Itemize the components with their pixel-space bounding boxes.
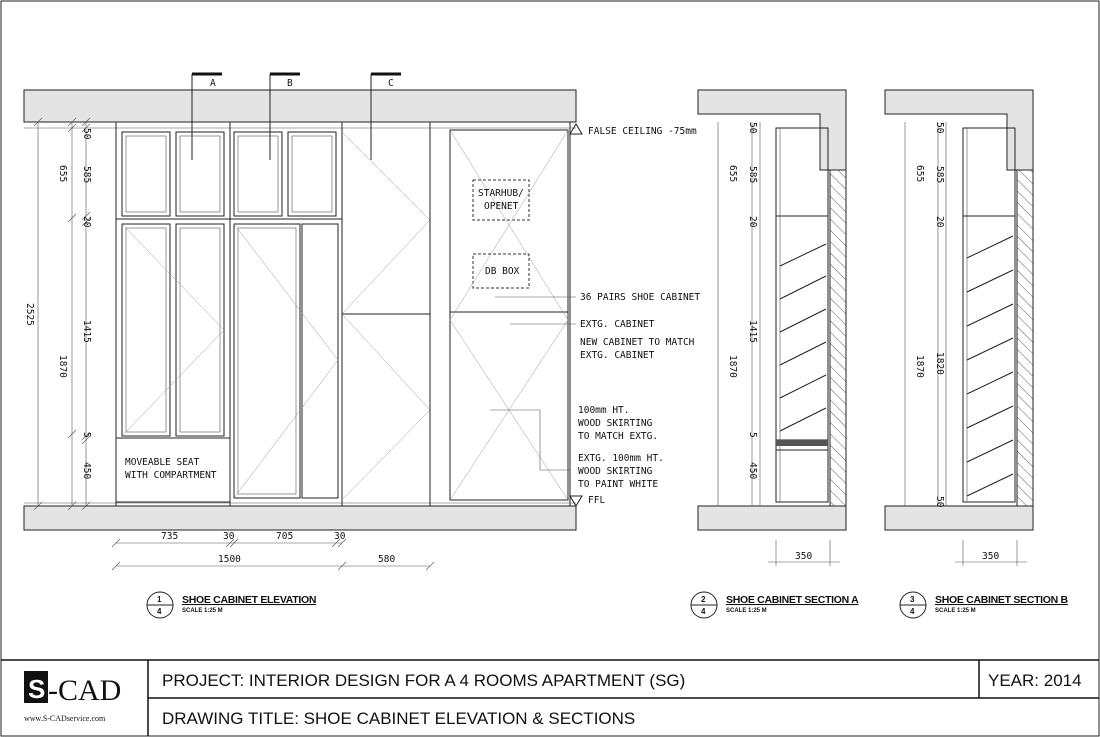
starhub-box (473, 180, 529, 220)
secB-dim-20: 20 (934, 216, 945, 228)
secA-dim-585: 585 (747, 166, 758, 184)
title-section-b-num: 3 (910, 595, 915, 604)
moveable-seat-note-1: MOVEABLE SEAT (125, 457, 200, 468)
title-section-a-text: SHOE CABINET SECTION A (726, 594, 859, 606)
title-elevation-scale: SCALE 1:25 M (182, 608, 223, 614)
shoe-cabinet-section-b (885, 90, 1033, 566)
shoe-cabinet-elevation (24, 74, 700, 570)
skirting-note-2b: WOOD SKIRTING (578, 466, 653, 477)
elev-dim-450: 450 (81, 462, 92, 480)
title-section-a-scale: SCALE 1:25 M (726, 608, 767, 614)
title-section-b (900, 592, 1069, 618)
shoe-cabinet-note: 36 PAIRS SHOE CABINET (580, 292, 701, 303)
section-marker-a-label: A (210, 78, 216, 89)
starhub-label: STARHUB/ (478, 188, 524, 199)
drawing-title: DRAWING TITLE: SHOE CABINET ELEVATION & SECTIONS (162, 709, 636, 728)
moveable-seat-note-2: WITH COMPARTMENT (125, 470, 217, 481)
project-title: PROJECT: INTERIOR DESIGN FOR A 4 ROOMS APARTMENT (SG) (162, 671, 686, 690)
cabinet-left (116, 122, 230, 506)
secB-dim-585: 585 (934, 166, 945, 184)
floor-slab (24, 506, 576, 530)
false-ceiling-label: FALSE CEILING -75mm (588, 126, 697, 137)
s-cad-logo (24, 671, 121, 723)
year-label: YEAR: 2014 (988, 671, 1082, 690)
cabinet-right (342, 122, 570, 506)
secB-dim-50a: 50 (934, 122, 945, 134)
secB-dim-1870: 1870 (914, 355, 925, 378)
ffl-label: FFL (588, 495, 606, 506)
elev-hdim-705: 705 (276, 531, 294, 542)
title-section-a (691, 592, 859, 618)
new-cabinet-note-1: NEW CABINET TO MATCH (580, 337, 695, 348)
extg-cabinet-note: EXTG. CABINET (580, 319, 655, 330)
secA-dim-1415: 1415 (747, 320, 758, 343)
shoe-cabinet-section-a (698, 90, 846, 566)
elev-dim-5: 5 (81, 432, 92, 438)
section-marker-c-label: C (388, 78, 394, 89)
skirting-note-1b: WOOD SKIRTING (578, 418, 653, 429)
elev-hdim-1500: 1500 (218, 554, 241, 565)
skirting-note-1c: TO MATCH EXTG. (578, 431, 659, 442)
title-section-b-text: SHOE CABINET SECTION B (935, 594, 1068, 606)
secA-dim-20: 20 (747, 216, 758, 228)
elev-hdim-30a: 30 (223, 531, 235, 542)
secA-dim-1870: 1870 (727, 355, 738, 378)
title-elevation-text: SHOE CABINET ELEVATION (182, 594, 317, 606)
elev-dim-2525: 2525 (24, 303, 35, 326)
new-cabinet-note-2: EXTG. CABINET (580, 350, 655, 361)
section-marker-b-label: B (287, 78, 293, 89)
title-section-b-sheet: 4 (910, 607, 915, 616)
secA-dim-50: 50 (747, 122, 758, 134)
db-box-label: DB BOX (485, 266, 520, 277)
secA-dim-450: 450 (747, 462, 758, 480)
secB-dim-655: 655 (914, 165, 925, 183)
elev-hdim-30b: 30 (334, 531, 346, 542)
title-elevation-sheet: 4 (157, 607, 162, 616)
elev-dim-655: 655 (57, 165, 68, 183)
skirting-note-1a: 100mm HT. (578, 405, 630, 416)
secB-dim-1820: 1820 (934, 352, 945, 375)
openet-label: OPENET (484, 201, 519, 212)
title-section-b-scale: SCALE 1:25 M (935, 608, 976, 614)
elev-dim-585: 585 (81, 166, 92, 184)
secA-dim-655: 655 (727, 165, 738, 183)
elev-dim-1415: 1415 (81, 320, 92, 343)
logo-s: S (28, 674, 46, 704)
secA-dim-5: 5 (747, 432, 758, 438)
elev-hdim-580: 580 (378, 554, 396, 565)
cabinet-middle (230, 122, 342, 506)
ceiling-slab (24, 90, 576, 122)
skirting-note-2a: EXTG. 100mm HT. (578, 453, 664, 464)
elev-dim-50: 50 (81, 128, 92, 140)
title-section-a-sheet: 4 (701, 607, 706, 616)
title-elevation (147, 592, 316, 618)
title-block (1, 660, 1099, 736)
logo-website: www.S-CADservice.com (24, 714, 106, 723)
title-section-a-num: 2 (701, 595, 706, 604)
secA-depth-350: 350 (795, 551, 813, 562)
elev-hdim-735: 735 (161, 531, 179, 542)
elev-dim-1870: 1870 (57, 355, 68, 378)
secB-dim-50b: 50 (934, 496, 945, 508)
skirting-note-2c: TO PAINT WHITE (578, 479, 659, 490)
elev-dim-20: 20 (81, 216, 92, 228)
secB-depth-350: 350 (982, 551, 1000, 562)
logo-cad: -CAD (48, 674, 122, 707)
title-elevation-num: 1 (157, 595, 162, 604)
